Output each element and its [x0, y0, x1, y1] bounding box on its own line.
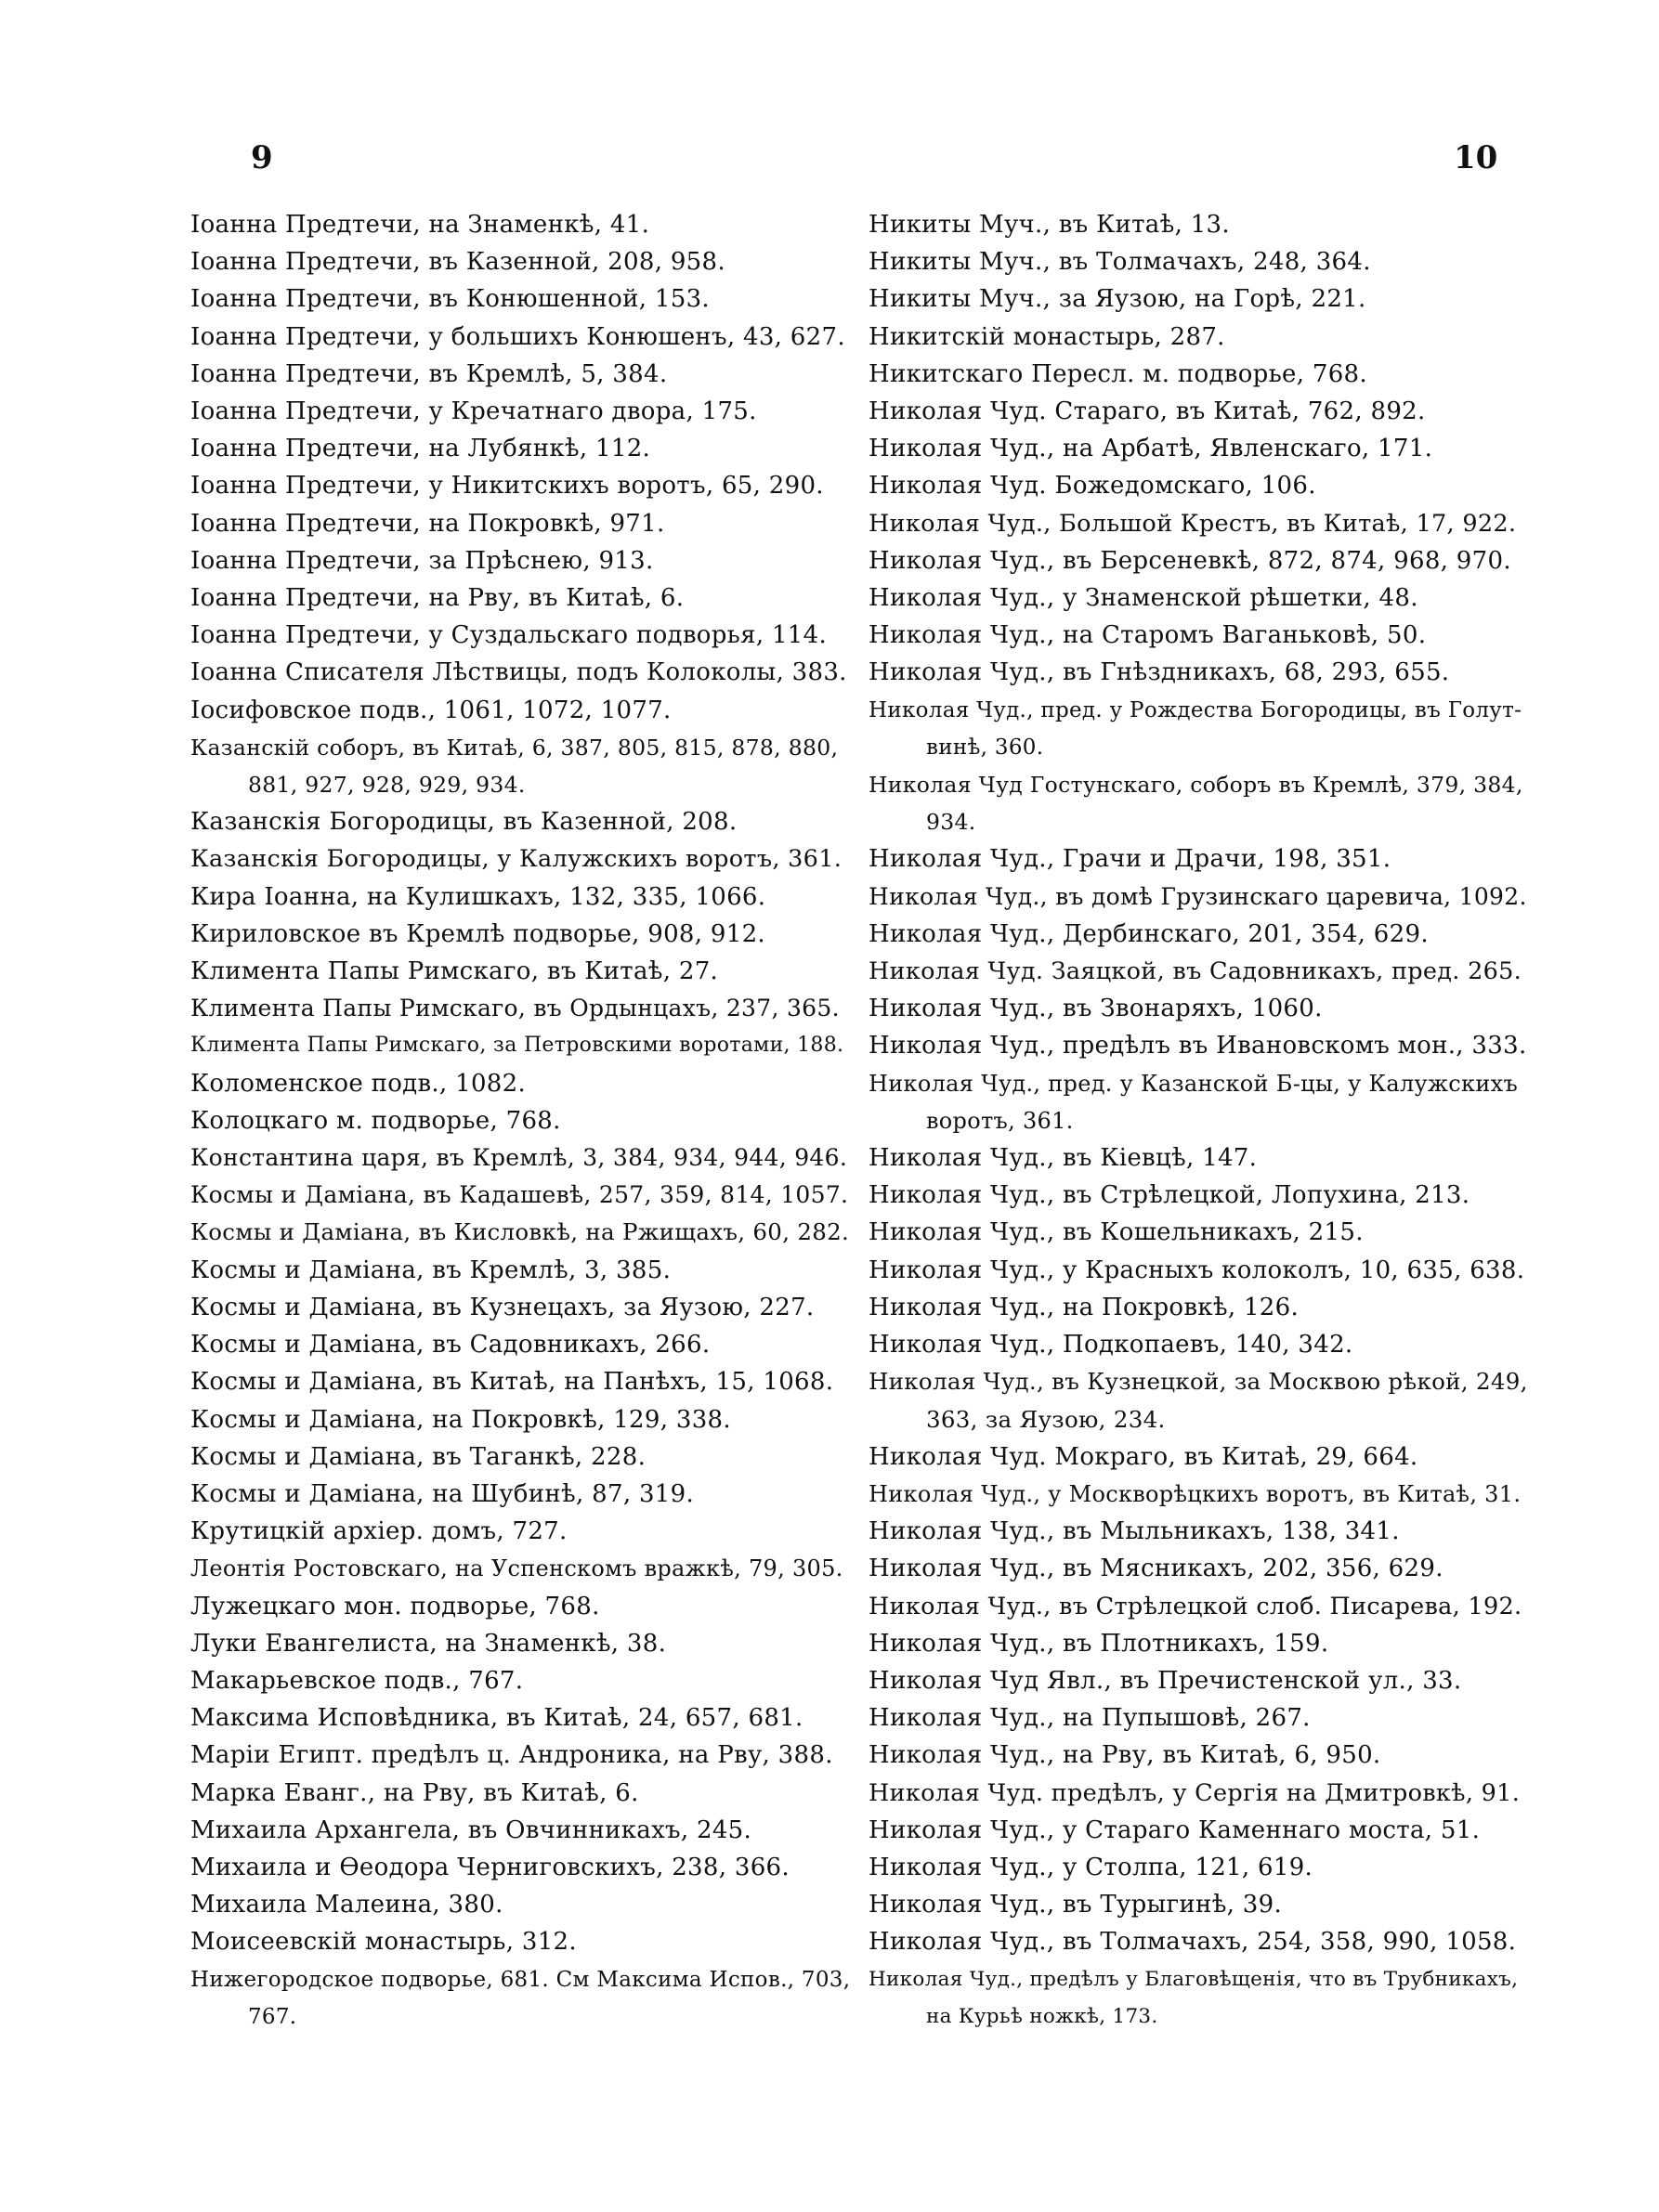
- index-entry-text: Никиты Муч., за Яузою, на Горѣ, 221.: [869, 285, 1366, 314]
- index-entry: [869, 393, 1528, 430]
- index-entry-text: Николая Чуд. предѣлъ, у Сергія на Дмитровкѣ, 91.: [869, 1778, 1521, 1807]
- index-entry-text: Михаила Малеина, 380.: [190, 1891, 503, 1919]
- index-entry: [869, 319, 1528, 356]
- index-entry-text: Николая Чуд. Божедомскаго, 106.: [869, 472, 1316, 501]
- index-entry-continuation: 881, 927, 928, 929, 934.: [248, 772, 526, 799]
- index-entry-text: Маріи Египт. предѣлъ ц. Андроника, на Рву, 388.: [190, 1741, 833, 1770]
- index-entry: [869, 1886, 1528, 1923]
- index-column-right: [869, 206, 1528, 2036]
- index-entry: [190, 617, 850, 654]
- index-entry: [190, 990, 850, 1027]
- index-entry: [869, 505, 1528, 542]
- index-entry: [190, 729, 850, 803]
- index-entry: [869, 1139, 1528, 1177]
- index-entry-text: Космы и Даміана, въ Кисловкѣ, на Ржищахъ, 60, 282.: [190, 1218, 850, 1246]
- index-entry-text: Константина царя, въ Кремлѣ, 3, 384, 934, 944, 946.: [190, 1144, 848, 1172]
- index-entry: [869, 542, 1528, 579]
- index-entry: [869, 206, 1528, 243]
- index-entry: [190, 1401, 850, 1438]
- index-entry: [190, 840, 850, 878]
- index-entry-text: Николая Чуд., въ Мыльникахъ, 138, 341.: [869, 1517, 1400, 1546]
- index-entry: [190, 1699, 850, 1737]
- index-entry-text: Крутицкій архіер. домъ, 727.: [190, 1517, 568, 1546]
- index-entry-text: Николая Чуд., на Покровкѣ, 126.: [869, 1293, 1300, 1321]
- index-entry-text: Леонтія Ростовскаго, на Успенскомъ вражкѣ, 79, 305.: [190, 1555, 843, 1582]
- index-entry-text: Климента Папы Римскаго, за Петровскими воротами, 188.: [190, 1034, 844, 1058]
- index-entry-text: Моисеевскій монастырь, 312.: [190, 1928, 577, 1957]
- index-entry: [869, 1775, 1528, 1812]
- index-entry: [190, 542, 850, 579]
- index-entry-text: Казанскій соборъ, въ Китаѣ, 6, 387, 805, 815, 878, 880,: [190, 734, 839, 761]
- index-entry-text: Николая Чуд., пред. у Казанской Б-цы, у Калужскихъ: [869, 1070, 1519, 1097]
- index-entry-text: Михаила и Ѳеодора Черниговскихъ, 238, 366.: [190, 1853, 790, 1881]
- index-entry-text: Николая Чуд., на Арбатѣ, Явленскаго, 171.: [869, 435, 1433, 463]
- index-entry-text: Николая Чуд., Дербинскаго, 201, 354, 629.: [869, 919, 1429, 948]
- index-entry-continuation: воротъ, 361.: [926, 1107, 1074, 1134]
- index-entry-text: Іоанна Предтечи, въ Кремлѣ, 5, 384.: [190, 359, 668, 388]
- index-entry-text: Іоанна Предтечи, у большихъ Конюшенъ, 43, 627.: [190, 322, 845, 351]
- index-entry: [869, 1662, 1528, 1699]
- index-entry: [869, 840, 1528, 878]
- index-entry-text: Космы и Даміана, въ Кузнецахъ, за Яузою, 227.: [190, 1293, 815, 1321]
- index-entry-text: Николая Чуд., у Столпа, 121, 619.: [869, 1853, 1313, 1881]
- index-entry: [190, 1065, 850, 1102]
- index-entry-text: Николая Чуд., у Красныхъ колоколъ, 10, 635, 638.: [869, 1256, 1525, 1284]
- index-entry: [190, 1513, 850, 1550]
- index-entry-text: Николая Чуд., въ Стрѣлецкой слоб. Писарева, 192.: [869, 1592, 1522, 1620]
- index-entry: [190, 1289, 850, 1326]
- index-entry-text: Лужецкаго мон. подворье, 768.: [190, 1592, 600, 1620]
- index-entry: [190, 467, 850, 504]
- index-entry-text: Макарьевское подв., 767.: [190, 1666, 524, 1695]
- index-entry-text: Космы и Даміана, на Шубинѣ, 87, 319.: [190, 1479, 695, 1508]
- index-entry-text: Максима Исповѣдника, въ Китаѣ, 24, 657, 681.: [190, 1704, 803, 1733]
- index-entry-text: Николая Чуд., Большой Крестъ, въ Китаѣ, 17, 922.: [869, 509, 1517, 538]
- index-entry-text: Климента Папы Римскаго, въ Ордынцахъ, 237, 365.: [190, 995, 840, 1022]
- index-entry: [869, 654, 1528, 691]
- index-entry-text: Михаила Архангела, въ Овчинникахъ, 245.: [190, 1815, 752, 1844]
- index-entry: [869, 617, 1528, 654]
- index-entry: [190, 654, 850, 691]
- index-entry-text: Николая Чуд., въ Кіевцѣ, 147.: [869, 1144, 1258, 1173]
- index-entry-text: Іоанна Предтечи, на Лубянкѣ, 112.: [190, 435, 651, 463]
- index-entry: [869, 1363, 1528, 1438]
- index-entry-text: Климента Папы Римскаго, въ Китаѣ, 27.: [190, 957, 719, 986]
- index-entry-text: Космы и Даміана, въ Кремлѣ, 3, 385.: [190, 1256, 672, 1284]
- index-entry-text: Николая Чуд., у Москворѣцкихъ воротъ, въ Китаѣ, 31.: [869, 1480, 1522, 1507]
- index-entry: [869, 467, 1528, 504]
- index-entry: [190, 1363, 850, 1400]
- index-entry-text: Іосифовское подв., 1061, 1072, 1077.: [190, 696, 672, 724]
- index-entry-text: Іоанна Предтечи, у Никитскихъ воротъ, 65, 290.: [190, 472, 824, 501]
- index-entry: [190, 1027, 850, 1064]
- index-entry: [190, 1662, 850, 1699]
- index-entry-text: Николая Чуд., въ домѣ Грузинскаго царевича, 1092.: [869, 882, 1527, 910]
- index-entry-continuation: 934.: [926, 809, 976, 836]
- index-entry-text: Марка Еванг., на Рву, въ Китаѣ, 6.: [190, 1778, 639, 1807]
- index-entry-continuation: 767.: [248, 2004, 297, 2029]
- index-entry: [190, 1886, 850, 1923]
- index-entry: [869, 878, 1528, 916]
- index-entry: [190, 1588, 850, 1625]
- index-entry: [190, 1438, 850, 1476]
- index-entry: [869, 1849, 1528, 1886]
- index-entry: [869, 430, 1528, 467]
- index-entry: [869, 1027, 1528, 1064]
- index-entry-continuation: на Курьѣ ножкѣ, 173.: [926, 2004, 1158, 2028]
- index-entry: [190, 878, 850, 916]
- index-entry-text: Іоанна Предтечи, въ Казенной, 208, 958.: [190, 248, 725, 277]
- index-entry: [190, 430, 850, 467]
- index-entry-text: Николая Чуд., въ Кузнецкой, за Москвою рѣкой, 249,: [869, 1368, 1528, 1396]
- index-entry: [190, 505, 850, 542]
- index-entry-text: Николая Чуд. Мокраго, въ Китаѣ, 29, 664.: [869, 1442, 1418, 1471]
- index-entry: [190, 1961, 850, 2036]
- index-entry: [190, 356, 850, 393]
- index-entry-text: Іоанна Предтечи, въ Конюшенной, 153.: [190, 285, 710, 314]
- index-entry: [869, 1550, 1528, 1587]
- index-entry-text: Іоанна Предтечи, на Знаменкѣ, 41.: [190, 211, 650, 239]
- page-number-left: 9: [251, 139, 273, 176]
- index-entry-text: Николая Чуд., въ Турыгинѣ, 39.: [869, 1891, 1283, 1919]
- index-entry: [190, 243, 850, 280]
- index-entry-text: Никитскаго Пересл. м. подворье, 768.: [869, 359, 1367, 388]
- index-entry: [190, 1550, 850, 1587]
- index-entry: [869, 1737, 1528, 1774]
- index-entry: [869, 1961, 1528, 2036]
- index-entry-text: Казанскія Богородицы, у Калужскихъ воротъ, 361.: [190, 845, 843, 874]
- index-entry-text: Никитскій монастырь, 287.: [869, 322, 1225, 351]
- index-entry-text: Коломенское подв., 1082.: [190, 1069, 527, 1098]
- index-entry: [190, 280, 850, 318]
- index-entry-text: Іоанна Предтечи, у Суздальскаго подворья, 114.: [190, 621, 828, 650]
- index-entry-text: Николая Чуд., на Старомъ Ваганьковѣ, 50.: [869, 621, 1427, 650]
- index-entry: [869, 243, 1528, 280]
- index-entry-text: Никиты Муч., въ Толмачахъ, 248, 364.: [869, 248, 1371, 277]
- index-entry: [190, 1139, 850, 1177]
- index-entry-text: Луки Евангелиста, на Знаменкѣ, 38.: [190, 1629, 667, 1658]
- index-entry: [869, 1252, 1528, 1289]
- index-entry-text: Николая Чуд., въ Звонаряхъ, 1060.: [869, 995, 1323, 1023]
- index-entry: [190, 1252, 850, 1289]
- index-entry: [190, 1476, 850, 1513]
- index-entry: [190, 1849, 850, 1886]
- index-entry: [190, 206, 850, 243]
- index-entry-text: Космы и Даміана, въ Таганкѣ, 228.: [190, 1442, 647, 1471]
- index-entry-text: Іоанна Предтечи, за Прѣснею, 913.: [190, 546, 654, 575]
- index-entry: [869, 766, 1528, 840]
- index-entry: [190, 916, 850, 953]
- index-entry-text: Колоцкаго м. подворье, 768.: [190, 1106, 561, 1135]
- index-entry-text: Николая Чуд., Подкопаевъ, 140, 342.: [869, 1331, 1353, 1360]
- index-entry: [190, 803, 850, 840]
- index-entry-text: Николая Чуд., въ Мясникахъ, 202, 356, 629.: [869, 1555, 1443, 1583]
- index-entry-continuation: 363, за Яузою, 234.: [926, 1405, 1166, 1433]
- index-entry-text: Космы и Даміана, въ Кадашевѣ, 257, 359, 814, 1057.: [190, 1181, 849, 1209]
- index-entry: [190, 1625, 850, 1662]
- index-entry: [190, 1102, 850, 1139]
- index-entry-text: Николая Чуд., на Пупышовѣ, 267.: [869, 1704, 1311, 1733]
- index-entry-text: Іоанна Списателя Лѣствицы, подъ Колоколы, 383.: [190, 658, 847, 687]
- index-entry-text: Николая Чуд., у Стараго Каменнаго моста, 51.: [869, 1815, 1481, 1844]
- index-entry-text: Космы и Даміана, въ Китаѣ, на Панѣхъ, 15, 1068.: [190, 1368, 834, 1397]
- index-entry-text: Николая Чуд., предѣлъ у Благовѣщенія, что въ Трубникахъ,: [869, 1967, 1519, 1991]
- index-entry: [869, 1476, 1528, 1513]
- index-entry-text: Николая Чуд., предѣлъ въ Ивановскомъ мон., 333.: [869, 1032, 1527, 1060]
- index-entry: [190, 1812, 850, 1849]
- index-entry: [869, 916, 1528, 953]
- index-entry-text: Іоанна Предтечи, у Кречатнаго двора, 175.: [190, 397, 757, 426]
- index-entry-text: Николая Чуд Гостунскаго, соборъ въ Кремлѣ, 379, 384,: [869, 772, 1523, 799]
- index-entry: [190, 319, 850, 356]
- page-number-right: 10: [1454, 139, 1498, 176]
- index-entry-text: Космы и Даміана, на Покровкѣ, 129, 338.: [190, 1405, 731, 1434]
- index-entry-text: Николая Чуд Явл., въ Пречистенской ул., 33.: [869, 1666, 1462, 1695]
- index-entry: [869, 1438, 1528, 1476]
- index-entry: [869, 1625, 1528, 1662]
- index-entry: [190, 393, 850, 430]
- index-entry-text: Никиты Муч., въ Китаѣ, 13.: [869, 211, 1230, 239]
- index-entry: [869, 579, 1528, 617]
- index-entry: [869, 692, 1528, 766]
- index-entry: [190, 1775, 850, 1812]
- index-entry-text: Николая Чуд., Грачи и Драчи, 198, 351.: [869, 845, 1391, 874]
- index-entry: [869, 1699, 1528, 1737]
- index-entry: [869, 356, 1528, 393]
- index-entry-text: Кириловское въ Кремлѣ подворье, 908, 912.: [190, 919, 765, 948]
- index-column-left: [190, 206, 850, 2036]
- index-entry-text: Николая Чуд., на Рву, въ Китаѣ, 6, 950.: [869, 1741, 1381, 1770]
- index-entry: [190, 579, 850, 617]
- index-entry-text: Николая Чуд. Стараго, въ Китаѣ, 762, 892.: [869, 397, 1426, 426]
- index-entry-text: Николая Чуд., въ Кошельникахъ, 215.: [869, 1218, 1364, 1247]
- index-entry-text: Кира Іоанна, на Кулишкахъ, 132, 335, 1066.: [190, 882, 766, 911]
- index-entry: [869, 280, 1528, 318]
- index-entry-text: Космы и Даміана, въ Садовникахъ, 266.: [190, 1331, 711, 1360]
- index-entry: [869, 1923, 1528, 1960]
- index-entry-continuation: винѣ, 360.: [926, 735, 1044, 760]
- index-entry: [869, 1177, 1528, 1214]
- index-entry-text: Николая Чуд., пред. у Рождества Богородицы, въ Голут-: [869, 697, 1522, 722]
- index-entry-text: Николая Чуд., въ Плотникахъ, 159.: [869, 1629, 1329, 1658]
- index-entry: [869, 1289, 1528, 1326]
- index-entry: [869, 990, 1528, 1027]
- index-entry: [869, 1588, 1528, 1625]
- index-entry-text: Николая Чуд., въ Толмачахъ, 254, 358, 990, 1058.: [869, 1928, 1517, 1957]
- index-entry: [190, 1214, 850, 1251]
- index-entry: [190, 1923, 850, 1960]
- index-entry: [190, 1737, 850, 1774]
- index-entry: [869, 1513, 1528, 1550]
- index-entry: [869, 1812, 1528, 1849]
- index-entry-text: Нижегородское подворье, 681. См Максима Испов., 703,: [190, 1967, 851, 1992]
- index-entry-text: Николая Чуд., у Знаменской рѣшетки, 48.: [869, 584, 1418, 613]
- index-entry-text: Іоанна Предтечи, на Покровкѣ, 971.: [190, 509, 665, 538]
- index-entry: [869, 1065, 1528, 1139]
- index-entry: [869, 1214, 1528, 1251]
- index-entry: [869, 953, 1528, 990]
- index-entry-text: Іоанна Предтечи, на Рву, въ Китаѣ, 6.: [190, 584, 685, 613]
- index-entry: [869, 1326, 1528, 1363]
- index-entry: [190, 953, 850, 990]
- index-entry-text: Николая Чуд., въ Стрѣлецкой, Лопухина, 213.: [869, 1181, 1470, 1210]
- index-entry: [190, 1177, 850, 1214]
- index-entry-text: Казанскія Богородицы, въ Казенной, 208.: [190, 808, 738, 837]
- index-entry: [190, 692, 850, 729]
- index-entry-text: Николая Чуд. Заяцкой, въ Садовникахъ, пред. 265.: [869, 957, 1522, 986]
- index-entry-text: Николая Чуд., въ Гнѣздникахъ, 68, 293, 655.: [869, 658, 1450, 687]
- index-entry-text: Николая Чуд., въ Берсеневкѣ, 872, 874, 968, 970.: [869, 546, 1511, 575]
- index-entry: [190, 1326, 850, 1363]
